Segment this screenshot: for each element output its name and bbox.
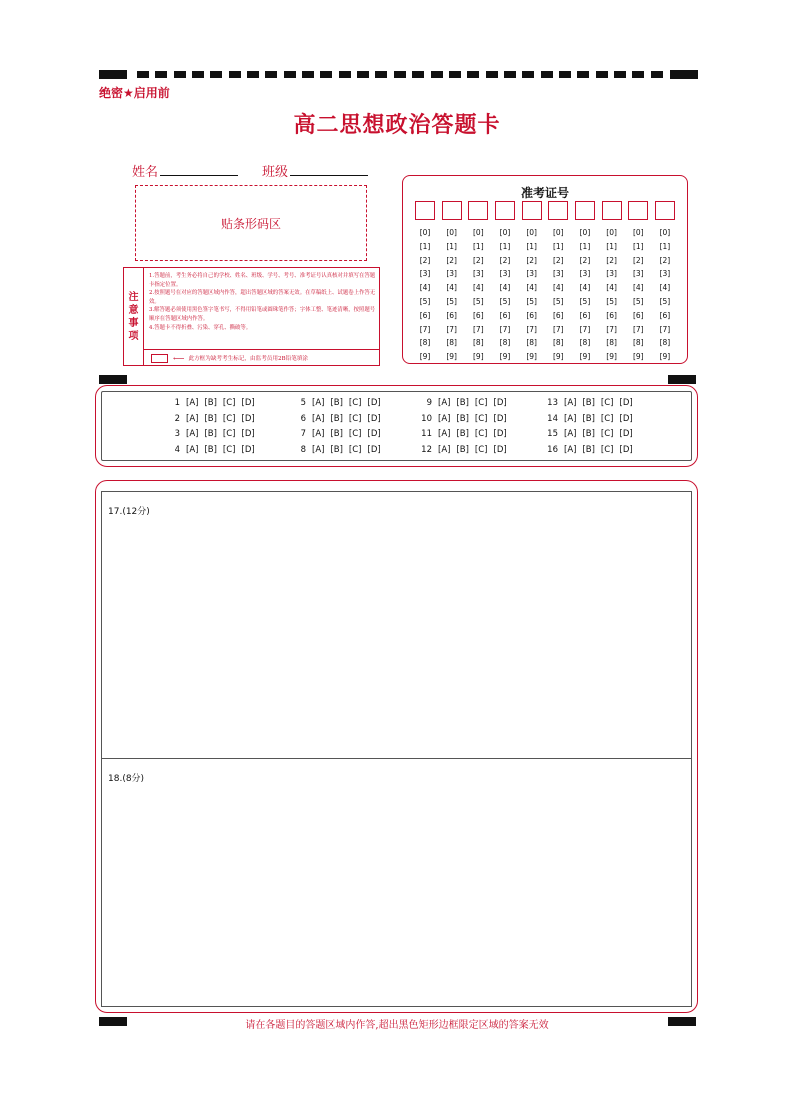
exam-digit-bubble[interactable]: [7]: [499, 324, 511, 334]
mc-option-bubble[interactable]: [B]: [582, 398, 595, 408]
timing-dash: [375, 71, 387, 78]
exam-digit-bubble[interactable]: [7]: [419, 324, 431, 334]
exam-digit-bubble[interactable]: [9]: [473, 352, 484, 362]
exam-digit-bubble[interactable]: [1]: [632, 241, 644, 251]
timing-dash: [504, 71, 516, 78]
timing-dash: [431, 71, 443, 78]
mc-question: [288, 414, 387, 424]
exam-digit-bubble[interactable]: [4]: [419, 283, 431, 293]
timing-dash: [137, 71, 149, 78]
absent-checkbox[interactable]: [151, 354, 168, 363]
timing-dash: [541, 71, 553, 78]
mc-option-bubble[interactable]: [B]: [582, 444, 595, 455]
timing-dash: [339, 71, 351, 78]
mc-option-bubble[interactable]: [C]: [474, 413, 488, 424]
mc-option-bubble[interactable]: [D]: [493, 444, 507, 455]
timing-dash: [486, 71, 498, 78]
exam-digit-bubble[interactable]: [3]: [473, 269, 484, 279]
exam-digit-bubble[interactable]: [7]: [606, 324, 617, 334]
exam-number-column: [495, 201, 515, 364]
exam-digit-bubble[interactable]: [8]: [499, 338, 511, 348]
exam-digit-bubble[interactable]: [3]: [632, 269, 644, 279]
exam-digit-bubble[interactable]: [9]: [552, 352, 564, 362]
timing-dash: [302, 71, 314, 78]
exam-digit-bubble[interactable]: [2]: [579, 255, 591, 265]
timing-dash: [394, 71, 406, 78]
mc-option-bubble[interactable]: [D]: [367, 398, 381, 408]
exam-digit-bubble[interactable]: [0]: [473, 228, 484, 237]
timing-dash: [522, 71, 534, 78]
mc-option-bubble[interactable]: [B]: [204, 413, 217, 424]
exam-digit-bubble[interactable]: [5]: [473, 296, 484, 306]
timing-dash: [229, 71, 241, 78]
exam-digit-bubble[interactable]: [2]: [499, 255, 511, 265]
exam-digit-bubble[interactable]: [9]: [499, 352, 511, 362]
exam-digit-bubble[interactable]: [6]: [552, 310, 564, 320]
class-label: 班级: [262, 165, 289, 180]
exam-digit-bubble[interactable]: [8]: [579, 338, 591, 348]
mc-question: [162, 445, 261, 455]
exam-digit-bubble[interactable]: [6]: [419, 310, 431, 320]
exam-number-box: [402, 175, 688, 364]
absent-note: 此方框为缺考考生标记，由监考员用2B铅笔填涂: [188, 356, 309, 362]
exam-number-grid: [415, 201, 675, 364]
exam-digit-bubble[interactable]: [8]: [446, 338, 457, 348]
mc-option-bubble[interactable]: [D]: [367, 413, 381, 424]
exam-digit-bubble[interactable]: [3]: [606, 269, 617, 279]
exam-digit-bubble[interactable]: [5]: [579, 296, 591, 306]
mc-option-bubble[interactable]: [C]: [474, 429, 488, 439]
mc-question: [540, 414, 639, 424]
exam-digit-bubble[interactable]: [9]: [446, 352, 457, 362]
notice-side-label: 注 意 事 项: [124, 268, 144, 365]
mc-option-bubble[interactable]: [C]: [348, 413, 362, 424]
page-title: 高二思想政治答题卡: [293, 113, 501, 138]
mc-question: [288, 445, 387, 455]
timing-dash: [412, 71, 424, 78]
exam-digit-bubble[interactable]: [5]: [659, 296, 671, 306]
name-label: 姓名: [132, 165, 159, 180]
name-field[interactable]: [160, 175, 238, 176]
arrow-left-icon: ⟵: [173, 353, 185, 363]
mc-option-bubble[interactable]: [D]: [241, 429, 255, 439]
mc-option-bubble[interactable]: [C]: [474, 444, 488, 455]
mc-option-bubble[interactable]: [A]: [186, 429, 199, 439]
exam-number-write-box[interactable]: [628, 201, 648, 220]
alignment-mark-mid-left: [99, 375, 127, 384]
mc-question-number: 3: [174, 429, 180, 439]
exam-digit-bubble[interactable]: [2]: [526, 255, 537, 265]
exam-digit-bubble[interactable]: [0]: [606, 228, 617, 237]
mc-option-bubble[interactable]: [D]: [367, 444, 381, 455]
exam-digit-bubble[interactable]: [2]: [552, 255, 564, 265]
exam-digit-bubble[interactable]: [7]: [632, 324, 644, 334]
exam-number-column: [655, 201, 675, 364]
exam-digit-bubble[interactable]: [7]: [473, 324, 484, 334]
barcode-area: [135, 185, 367, 261]
exam-digit-bubble[interactable]: [6]: [606, 310, 617, 320]
timing-dash: [320, 71, 332, 78]
footer-note: 请在各题目的答题区域内作答,超出黑色矩形边框限定区域的答案无效: [245, 1020, 549, 1031]
notice-item: 1.答题前，考生务必将自己的学校、姓名、班级、学号、考号、准考证号认真核对并填写在答题卡指定位置。: [149, 273, 376, 288]
mc-option-bubble[interactable]: [A]: [186, 444, 199, 455]
exam-digit-bubble[interactable]: [3]: [499, 269, 511, 279]
exam-digit-bubble[interactable]: [9]: [579, 352, 591, 362]
mc-option-bubble[interactable]: [D]: [619, 398, 633, 408]
mc-question: [162, 429, 261, 439]
mc-question: [414, 429, 513, 439]
exam-digit-bubble[interactable]: [9]: [526, 352, 537, 362]
exam-number-write-box[interactable]: [655, 201, 675, 220]
mc-option-bubble[interactable]: [C]: [348, 398, 362, 408]
timing-dash: [614, 71, 626, 78]
exam-digit-bubble[interactable]: [0]: [659, 228, 671, 237]
alignment-mark-top-right: [670, 70, 698, 79]
mc-option-bubble[interactable]: [C]: [222, 429, 236, 439]
exam-digit-bubble[interactable]: [6]: [579, 310, 591, 320]
confidential-label: 绝密★启用前: [99, 86, 170, 100]
exam-digit-bubble[interactable]: [5]: [552, 296, 564, 306]
exam-number-write-box[interactable]: [415, 201, 435, 220]
timing-dash: [449, 71, 461, 78]
exam-digit-bubble[interactable]: [1]: [552, 241, 564, 251]
exam-digit-bubble[interactable]: [9]: [659, 352, 671, 362]
exam-number-column: [415, 201, 435, 364]
exam-digit-bubble[interactable]: [3]: [579, 269, 591, 279]
mc-question-number: 15: [547, 429, 558, 439]
timing-dash: [357, 71, 369, 78]
exam-number-write-box[interactable]: [495, 201, 515, 220]
exam-number-column: [602, 201, 622, 364]
mc-option-bubble[interactable]: [C]: [222, 413, 236, 424]
exam-digit-bubble[interactable]: [0]: [579, 228, 591, 237]
answer-area-q18[interactable]: [101, 758, 692, 1007]
exam-digit-bubble[interactable]: [9]: [419, 352, 431, 362]
mc-question: [288, 398, 387, 408]
notice-item: 2.按照题号在对应的答题区域内作答，超出答题区域的答案无效。在草稿纸上、试题卷上作答无效。: [149, 290, 376, 305]
mc-option-bubble[interactable]: [A]: [564, 398, 577, 408]
barcode-area-label: 贴条形码区: [220, 216, 281, 231]
exam-digit-bubble[interactable]: [4]: [499, 283, 511, 293]
alignment-mark-top-left: [99, 70, 127, 79]
timing-dash: [265, 71, 277, 78]
exam-digit-bubble[interactable]: [0]: [632, 228, 644, 237]
mc-option-bubble[interactable]: [A]: [438, 398, 451, 408]
exam-digit-bubble[interactable]: [1]: [659, 241, 671, 251]
timing-dash: [651, 71, 663, 78]
mc-question-number: 16: [547, 444, 558, 455]
exam-digit-bubble[interactable]: [8]: [659, 338, 671, 348]
exam-digit-bubble[interactable]: [5]: [499, 296, 511, 306]
mc-question: [414, 414, 513, 424]
mc-option-bubble[interactable]: [C]: [222, 444, 236, 455]
timing-dash: [577, 71, 589, 78]
exam-digit-bubble[interactable]: [4]: [552, 283, 564, 293]
mc-option-bubble[interactable]: [C]: [600, 444, 614, 455]
timing-dash: [284, 71, 296, 78]
exam-digit-bubble[interactable]: [0]: [419, 228, 431, 237]
exam-digit-bubble[interactable]: [8]: [632, 338, 644, 348]
absent-mark-row: [143, 349, 379, 366]
exam-digit-bubble[interactable]: [4]: [606, 283, 617, 293]
exam-digit-bubble[interactable]: [6]: [632, 310, 644, 320]
mc-option-bubble[interactable]: [B]: [582, 429, 595, 439]
timing-track-top: [137, 71, 663, 78]
mc-question-number: 11: [421, 429, 432, 439]
mc-question: [288, 429, 387, 439]
exam-digit-bubble[interactable]: [2]: [473, 255, 484, 265]
exam-number-write-box[interactable]: [468, 201, 488, 220]
exam-digit-bubble[interactable]: [0]: [526, 228, 537, 237]
mc-option-bubble[interactable]: [B]: [204, 398, 217, 408]
exam-digit-bubble[interactable]: [5]: [606, 296, 617, 306]
mc-question-number: 4: [174, 444, 180, 455]
exam-digit-bubble[interactable]: [1]: [606, 241, 617, 251]
exam-digit-bubble[interactable]: [4]: [579, 283, 591, 293]
mc-option-bubble[interactable]: [C]: [474, 398, 488, 408]
exam-number-write-box[interactable]: [442, 201, 462, 220]
exam-digit-bubble[interactable]: [4]: [659, 283, 671, 293]
exam-digit-bubble[interactable]: [9]: [632, 352, 644, 362]
exam-digit-bubble[interactable]: [4]: [473, 283, 484, 293]
mc-option-bubble[interactable]: [D]: [619, 429, 633, 439]
question-label: 17.(12分): [108, 507, 150, 517]
timing-dash: [467, 71, 479, 78]
exam-digit-bubble[interactable]: [0]: [446, 228, 457, 237]
mc-question-number: 8: [300, 444, 306, 455]
mc-question: [540, 398, 639, 408]
notice-item: 4.答题卡不得折叠、污染、穿孔、撕破等。: [149, 324, 252, 331]
mc-option-bubble[interactable]: [A]: [312, 429, 325, 439]
exam-number-title: 准考证号: [520, 186, 569, 200]
mc-option-bubble[interactable]: [D]: [241, 398, 255, 408]
exam-digit-bubble[interactable]: [2]: [632, 255, 644, 265]
exam-digit-bubble[interactable]: [7]: [552, 324, 564, 334]
mc-option-bubble[interactable]: [A]: [438, 429, 451, 439]
exam-digit-bubble[interactable]: [8]: [419, 338, 431, 348]
mc-option-bubble[interactable]: [D]: [241, 413, 255, 424]
mc-option-bubble[interactable]: [C]: [348, 444, 362, 455]
timing-dash: [155, 71, 167, 78]
exam-digit-bubble[interactable]: [5]: [419, 296, 431, 306]
exam-digit-bubble[interactable]: [4]: [526, 283, 537, 293]
exam-digit-bubble[interactable]: [8]: [606, 338, 617, 348]
mc-option-bubble[interactable]: [A]: [186, 413, 199, 424]
mc-option-bubble[interactable]: [D]: [493, 413, 507, 424]
mc-option-bubble[interactable]: [D]: [619, 444, 633, 455]
mc-option-bubble[interactable]: [B]: [204, 429, 217, 439]
exam-digit-bubble[interactable]: [5]: [526, 296, 537, 306]
exam-digit-bubble[interactable]: [5]: [632, 296, 644, 306]
answer-area-q17[interactable]: [101, 491, 692, 759]
mc-question-number: 7: [300, 429, 306, 439]
alignment-mark-bottom-right: [668, 1017, 696, 1026]
exam-digit-bubble[interactable]: [1]: [579, 241, 591, 251]
exam-digit-bubble[interactable]: [4]: [632, 283, 644, 293]
exam-digit-bubble[interactable]: [5]: [446, 296, 457, 306]
exam-number-column: [548, 201, 568, 364]
mc-question: [162, 398, 261, 408]
exam-digit-bubble[interactable]: [6]: [473, 310, 484, 320]
exam-digit-bubble[interactable]: [9]: [606, 352, 617, 362]
exam-digit-bubble[interactable]: [2]: [446, 255, 457, 265]
exam-number-column: [575, 201, 595, 364]
exam-digit-bubble[interactable]: [1]: [419, 241, 431, 251]
mc-question-number: 1: [174, 398, 180, 408]
mc-option-bubble[interactable]: [B]: [330, 444, 343, 455]
mc-option-bubble[interactable]: [C]: [600, 413, 614, 424]
mc-option-bubble[interactable]: [D]: [493, 398, 507, 408]
mc-option-bubble[interactable]: [A]: [564, 444, 577, 455]
exam-digit-bubble[interactable]: [2]: [606, 255, 617, 265]
exam-digit-bubble[interactable]: [6]: [446, 310, 457, 320]
mc-option-bubble[interactable]: [A]: [564, 413, 577, 424]
exam-digit-bubble[interactable]: [7]: [446, 324, 457, 334]
timing-dash: [174, 71, 186, 78]
mc-question-number: 6: [300, 413, 306, 424]
mc-question: [540, 445, 639, 455]
notice-item: 3.解答题必须使用黑色签字笔书写，不得用铅笔或圆珠笔作答；字体工整、笔迹清晰，按照题号顺序在答题区域内作答。: [149, 307, 376, 322]
mc-option-bubble[interactable]: [A]: [438, 444, 451, 455]
mc-question: [540, 429, 639, 439]
timing-dash: [247, 71, 259, 78]
mc-option-bubble[interactable]: [A]: [312, 413, 325, 424]
exam-digit-bubble[interactable]: [6]: [526, 310, 537, 320]
mc-option-bubble[interactable]: [A]: [564, 429, 577, 439]
notice-items: [149, 272, 377, 332]
exam-digit-bubble[interactable]: [1]: [499, 241, 511, 251]
mc-question-number: 2: [174, 413, 180, 424]
exam-digit-bubble[interactable]: [0]: [499, 228, 511, 237]
notice-box: [123, 267, 380, 366]
mc-question-number: 9: [426, 398, 432, 408]
mc-option-bubble[interactable]: [D]: [619, 413, 633, 424]
timing-dash: [632, 71, 644, 78]
mc-option-bubble[interactable]: [B]: [330, 413, 343, 424]
mc-question: [414, 445, 513, 455]
mc-option-bubble[interactable]: [A]: [438, 413, 451, 424]
mc-question-number: 10: [421, 413, 432, 424]
mc-option-bubble[interactable]: [B]: [456, 398, 469, 408]
alignment-mark-mid-right: [668, 375, 696, 384]
exam-digit-bubble[interactable]: [8]: [552, 338, 564, 348]
mc-question-number: 5: [300, 398, 306, 408]
mc-option-bubble[interactable]: [A]: [312, 398, 325, 408]
timing-dash: [596, 71, 608, 78]
mc-question-number: 12: [421, 444, 432, 455]
question-label: 18.(8分): [108, 774, 145, 784]
mc-option-bubble[interactable]: [B]: [330, 398, 343, 408]
mc-question-number: 14: [547, 413, 558, 424]
exam-digit-bubble[interactable]: [3]: [659, 269, 671, 279]
mc-option-bubble[interactable]: [C]: [348, 429, 362, 439]
mc-option-bubble[interactable]: [B]: [582, 413, 595, 424]
exam-number-write-box[interactable]: [575, 201, 595, 220]
mc-option-bubble[interactable]: [C]: [600, 398, 614, 408]
exam-number-column: [442, 201, 462, 364]
exam-number-column: [522, 201, 542, 364]
mc-option-bubble[interactable]: [D]: [367, 429, 381, 439]
exam-digit-bubble[interactable]: [2]: [419, 255, 431, 265]
exam-number-write-box[interactable]: [522, 201, 542, 220]
multiple-choice-area: [101, 391, 692, 461]
exam-number-write-box[interactable]: [548, 201, 568, 220]
timing-dash: [559, 71, 571, 78]
exam-digit-bubble[interactable]: [7]: [659, 324, 671, 334]
mc-option-bubble[interactable]: [A]: [186, 398, 199, 408]
mc-option-bubble[interactable]: [B]: [204, 444, 217, 455]
exam-digit-bubble[interactable]: [3]: [419, 269, 431, 279]
mc-question-number: 13: [547, 398, 558, 408]
mc-question: [414, 398, 513, 408]
exam-digit-bubble[interactable]: [8]: [473, 338, 484, 348]
mc-option-bubble[interactable]: [C]: [222, 398, 236, 408]
timing-dash: [210, 71, 222, 78]
mc-option-bubble[interactable]: [A]: [312, 444, 325, 455]
exam-digit-bubble[interactable]: [3]: [446, 269, 457, 279]
mc-option-bubble[interactable]: [B]: [330, 429, 343, 439]
exam-digit-bubble[interactable]: [6]: [499, 310, 511, 320]
exam-digit-bubble[interactable]: [4]: [446, 283, 457, 293]
class-field[interactable]: [290, 175, 368, 176]
exam-number-column: [468, 201, 488, 364]
mc-option-bubble[interactable]: [B]: [456, 444, 469, 455]
exam-digit-bubble[interactable]: [8]: [526, 338, 537, 348]
exam-digit-bubble[interactable]: [0]: [552, 228, 564, 237]
exam-digit-bubble[interactable]: [2]: [659, 255, 671, 265]
exam-digit-bubble[interactable]: [1]: [473, 241, 484, 251]
mc-option-bubble[interactable]: [B]: [456, 429, 469, 439]
exam-digit-bubble[interactable]: [7]: [526, 324, 537, 334]
exam-digit-bubble[interactable]: [7]: [579, 324, 591, 334]
timing-dash: [192, 71, 204, 78]
exam-digit-bubble[interactable]: [6]: [659, 310, 671, 320]
exam-number-column: [628, 201, 648, 364]
mc-option-bubble[interactable]: [C]: [600, 429, 614, 439]
mc-question: [162, 414, 261, 424]
exam-digit-bubble[interactable]: [3]: [552, 269, 564, 279]
exam-digit-bubble[interactable]: [1]: [526, 241, 537, 251]
mc-option-bubble[interactable]: [D]: [241, 444, 255, 455]
exam-digit-bubble[interactable]: [1]: [446, 241, 457, 251]
exam-digit-bubble[interactable]: [3]: [526, 269, 537, 279]
mc-option-bubble[interactable]: [B]: [456, 413, 469, 424]
mc-option-bubble[interactable]: [D]: [493, 429, 507, 439]
exam-number-write-box[interactable]: [602, 201, 622, 220]
